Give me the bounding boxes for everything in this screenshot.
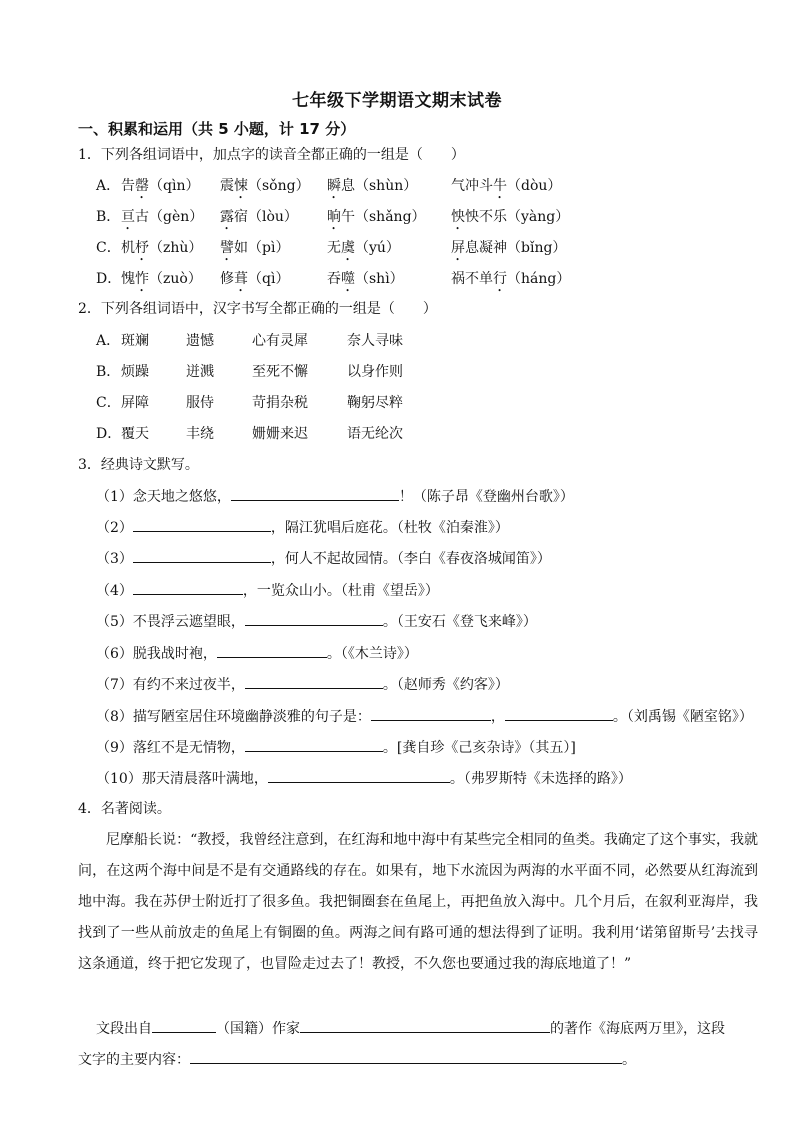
item-source: （陈子昂《登幽州台歌》） xyxy=(412,489,574,505)
item-prompt: （10）那天清晨落叶满地， xyxy=(96,771,268,787)
item-text: ，何人不起故园情。 xyxy=(270,551,397,567)
option-word xyxy=(121,207,203,233)
recitation-item-3 xyxy=(96,548,551,569)
answer-text: 文字的主要内容： xyxy=(78,1052,190,1068)
option-word: 奈人寻味 xyxy=(347,333,403,349)
answer-text: 的著作《海底两万里》，这段 xyxy=(550,1021,725,1037)
source-blank[interactable] xyxy=(152,1018,216,1033)
word-part: （zhù） xyxy=(149,240,203,256)
item-punct: 。 xyxy=(449,771,464,787)
item-source: [龚自珍《己亥杂诗》（其五）] xyxy=(396,740,576,756)
option-word: 语无纶次 xyxy=(347,426,403,442)
item-punct: 。 xyxy=(382,740,397,756)
option-word xyxy=(451,207,569,233)
answer-blank[interactable] xyxy=(133,517,271,532)
dotted-character: 譬 xyxy=(220,240,234,256)
dotted-character: 晌 xyxy=(327,209,341,225)
page-title: 七年级下学期语文期末试卷 xyxy=(292,91,502,111)
question-3-stem: 3．经典诗文默写。 xyxy=(78,457,199,473)
option-word xyxy=(327,207,426,233)
item-prompt: （8）描写陋室居住环境幽静淡雅的句子是： xyxy=(96,709,371,725)
option-word xyxy=(121,269,202,295)
answer-blank[interactable] xyxy=(231,486,399,501)
option-word xyxy=(451,269,570,295)
dotted-character: 瞬 xyxy=(327,178,341,194)
dotted-character: 牛 xyxy=(493,178,507,194)
option-word xyxy=(121,238,202,264)
word-part: 怏不乐（yàng） xyxy=(465,209,570,225)
option-word: 烦躁 xyxy=(121,364,149,380)
item-source: （赵师秀《约客》） xyxy=(396,677,509,693)
option-word: 屏障 xyxy=(121,395,149,411)
answer-blank[interactable] xyxy=(371,706,491,721)
dotted-character: 行 xyxy=(493,271,507,287)
author-blank[interactable] xyxy=(300,1018,550,1033)
item-punct: 。 xyxy=(382,614,397,630)
recitation-item-8 xyxy=(96,706,753,727)
summary-blank[interactable] xyxy=(190,1049,622,1064)
item-source: （王安石《登飞来峰》） xyxy=(396,614,537,630)
word-part: 告 xyxy=(121,178,135,194)
answer-blank[interactable] xyxy=(245,674,383,689)
recitation-item-5 xyxy=(96,611,537,632)
item-prompt: （2） xyxy=(96,520,133,536)
word-part: （zuò） xyxy=(149,271,202,287)
item-source: （刘禹锡《陋室铭》） xyxy=(626,709,753,725)
item-prompt: （4） xyxy=(96,583,133,599)
word-part: 无 xyxy=(327,240,341,256)
word-part: （háng） xyxy=(507,271,571,287)
item-prompt: （3） xyxy=(96,551,133,567)
option-word xyxy=(220,238,289,264)
word-part: 机 xyxy=(121,240,135,256)
word-part: 祸不单 xyxy=(451,271,493,287)
dotted-character: 怏 xyxy=(451,209,465,225)
word-part: （qìn） xyxy=(149,178,200,194)
item-punct: 。 xyxy=(382,677,397,693)
option-letter: D． xyxy=(96,426,122,442)
dotted-character: 杼 xyxy=(135,240,149,256)
item-prompt: （5）不畏浮云遮望眼， xyxy=(96,614,245,630)
option-letter: A． xyxy=(96,333,121,349)
question-1-stem: 1．下列各组词语中，加点字的读音全都正确的一组是（ ） xyxy=(78,147,465,163)
option-letter: B． xyxy=(96,209,121,225)
answer-blank[interactable] xyxy=(245,737,383,752)
answer-blank[interactable] xyxy=(217,643,327,658)
answer-text: 。 xyxy=(622,1052,636,1068)
item-source: （杜牧《泊秦淮》） xyxy=(396,520,509,536)
reading-passage: 尼摩船长说：“教授，我曾经注意到，在红海和地中海中有某些完全相同的鱼类。我确定了这个事实，我就问，在这两个海中间是不是有交通路线的存在。如果有，地下水流因为两海的水平面不同，必然要从红海流到地中海。我在苏伊士附近打了很多鱼。我把铜圈套在鱼尾上，再把鱼放入海中。几个月后，在叙利亚海岸，我找到了一些从前放走的鱼尾上有铜圈的鱼。两海之间有路可通的想法得到了证明。我利用‘诺第留斯号’去找寻这条通道，终于把它发现了，也冒险走过去了！教授，不久您也要通过我的海底地道了！” xyxy=(78,832,758,972)
recitation-item-1 xyxy=(96,486,574,507)
option-word: 苛捐杂税 xyxy=(252,395,308,411)
option-word: 迸溅 xyxy=(186,364,214,380)
option-word: 鞠躬尽粹 xyxy=(347,395,403,411)
answer-text: 文段出自 xyxy=(96,1021,152,1037)
word-part: 如（pì） xyxy=(234,240,290,256)
answer-blank-2[interactable] xyxy=(505,706,613,721)
word-part: 愧 xyxy=(121,271,135,287)
section-heading: 一、积累和运用（共 5 小题，计 17 分） xyxy=(78,120,356,138)
option-word: 遗憾 xyxy=(186,333,214,349)
word-part: 修 xyxy=(220,271,234,287)
answer-blank[interactable] xyxy=(133,548,271,563)
option-letter: C． xyxy=(96,240,121,256)
dotted-character: 虞 xyxy=(341,240,355,256)
option-word xyxy=(327,238,400,264)
dotted-character: 葺 xyxy=(234,271,248,287)
option-letter: D． xyxy=(96,271,122,287)
item-source: （李白《春夜洛城闻笛》） xyxy=(396,551,551,567)
item-punct: ！ xyxy=(398,489,413,505)
word-part: 吞 xyxy=(327,271,341,287)
answer-line-1 xyxy=(96,1018,725,1039)
option-letter: A． xyxy=(96,178,121,194)
word-part: （shì） xyxy=(355,271,404,287)
option-word xyxy=(121,176,199,202)
option-word: 斑斓 xyxy=(121,333,149,349)
option-word: 姗姗来迟 xyxy=(252,426,308,442)
question-2-stem: 2．下列各组词语中，汉字书写全都正确的一组是（ ） xyxy=(78,301,437,317)
word-part: 气冲斗 xyxy=(451,178,493,194)
item-prompt: （6）脱我战时袍， xyxy=(96,646,217,662)
dotted-character: 屏 xyxy=(451,240,465,256)
option-word: 至死不懈 xyxy=(252,364,308,380)
dotted-character: 怍 xyxy=(135,271,149,287)
option-word: 心有灵犀 xyxy=(252,333,308,349)
item-prompt: （7）有约不来过夜半， xyxy=(96,677,245,693)
word-part: （dòu） xyxy=(507,178,562,194)
option-word xyxy=(327,269,404,295)
item-punct: ， xyxy=(490,709,505,725)
word-part: （qì） xyxy=(248,271,290,287)
item-text: ，隔江犹唱后庭花。 xyxy=(270,520,397,536)
answer-line-2 xyxy=(78,1049,636,1070)
dotted-character: 亘 xyxy=(121,209,135,225)
item-source: （杜甫《望岳》） xyxy=(340,583,439,599)
item-punct: 。 xyxy=(326,646,341,662)
option-word xyxy=(451,176,561,202)
recitation-item-9 xyxy=(96,737,576,758)
answer-blank[interactable] xyxy=(268,768,450,783)
item-source: （《木兰诗》） xyxy=(340,646,418,662)
item-text: ，一览众山小。 xyxy=(242,583,341,599)
word-part: 息凝神（bǐng） xyxy=(465,240,567,256)
word-part: 息（shùn） xyxy=(341,178,418,194)
question-4-stem: 4．名著阅读。 xyxy=(78,801,171,817)
recitation-item-10 xyxy=(96,768,632,789)
dotted-character: 悚 xyxy=(234,178,248,194)
option-word xyxy=(327,176,417,202)
dotted-character: 罄 xyxy=(135,178,149,194)
word-part: （yú） xyxy=(355,240,400,256)
word-part: 午（shǎng） xyxy=(341,209,426,225)
answer-text: （国籍）作家 xyxy=(216,1021,300,1037)
item-punct-2: 。 xyxy=(612,709,627,725)
recitation-item-2 xyxy=(96,517,509,538)
answer-blank[interactable] xyxy=(133,580,243,595)
word-part: （sǒng） xyxy=(248,178,310,194)
option-word xyxy=(220,269,289,295)
word-part: 宿（lòu） xyxy=(234,209,298,225)
word-part: 震 xyxy=(220,178,234,194)
option-letter: B． xyxy=(96,364,121,380)
answer-blank[interactable] xyxy=(245,611,383,626)
option-word: 服侍 xyxy=(186,395,214,411)
item-prompt: （9）落红不是无情物， xyxy=(96,740,245,756)
option-word xyxy=(451,238,566,264)
dotted-character: 露 xyxy=(220,209,234,225)
option-word xyxy=(220,207,298,233)
recitation-item-7 xyxy=(96,674,509,695)
option-word: 覆天 xyxy=(121,426,149,442)
recitation-item-6 xyxy=(96,643,418,664)
dotted-character: 噬 xyxy=(341,271,355,287)
option-word: 丰绕 xyxy=(186,426,214,442)
option-letter: C． xyxy=(96,395,121,411)
item-prompt: （1）念天地之悠悠， xyxy=(96,489,231,505)
option-word: 以身作则 xyxy=(347,364,403,380)
word-part: 古（gèn） xyxy=(135,209,204,225)
option-word xyxy=(220,176,310,202)
recitation-item-4 xyxy=(96,580,439,601)
item-source: （弗罗斯特《未选择的路》） xyxy=(463,771,632,787)
